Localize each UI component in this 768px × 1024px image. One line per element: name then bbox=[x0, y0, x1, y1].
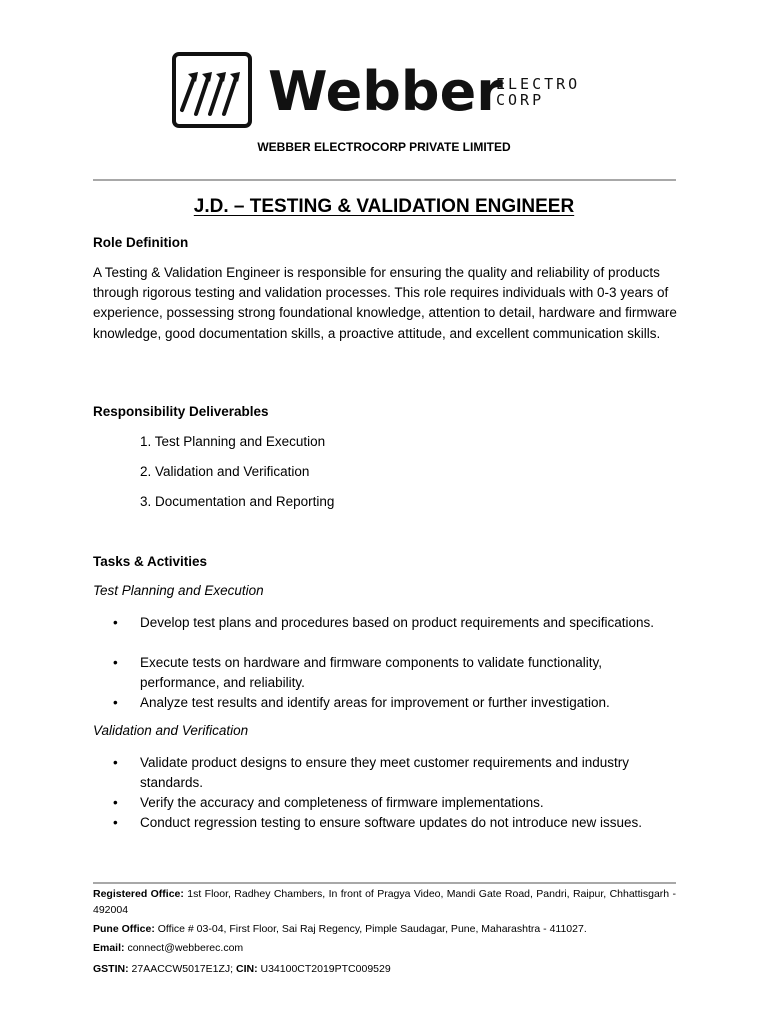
email-link[interactable]: connect@webberec.com bbox=[127, 942, 244, 954]
bullet-icon: • bbox=[113, 795, 118, 810]
bullet-icon: • bbox=[113, 695, 118, 710]
company-logo bbox=[172, 52, 602, 132]
gstin-value: 27AACCW5017E1ZJ; bbox=[131, 963, 234, 975]
task-section-title: Validation and Verification bbox=[93, 723, 249, 738]
deliverable-item: 3. Documentation and Reporting bbox=[140, 494, 335, 509]
list-item-text: Conduct regression testing to ensure software updates do not introduce new issues. bbox=[140, 815, 643, 830]
list-item-text: Analyze test results and identify areas for improvement or further investigation. bbox=[140, 695, 610, 710]
cin-value: U34100CT2019PTC009529 bbox=[260, 963, 391, 975]
list-item-text: Validate product designs to ensure they meet customer requirements and industry standards. bbox=[140, 755, 630, 790]
email-line bbox=[93, 940, 676, 956]
deliverables-heading: Responsibility Deliverables bbox=[93, 404, 269, 419]
cin-label: CIN: bbox=[235, 963, 258, 975]
header-divider bbox=[93, 179, 676, 181]
tasks-heading: Tasks & Activities bbox=[93, 554, 208, 569]
logo-subtitle bbox=[496, 76, 580, 108]
gstin-label: GSTIN: bbox=[93, 963, 129, 975]
list-item-text: Execute tests on hardware and firmware components to validate functionality, performance, and reliability. bbox=[140, 655, 602, 690]
role-definition-text: A Testing & Validation Engineer is responsible for ensuring the quality and reliability of products through rigorous testing and validation processes. This role requires individuals with 0-3 years of experience, possessing strong foundational knowledge, attention to detail, hardware and firmware knowledge, good documentation skills, a proactive attitude, and excellent communication skills. bbox=[93, 265, 677, 341]
registration-line bbox=[93, 961, 676, 977]
email-label: Email: bbox=[93, 942, 125, 954]
document-title bbox=[0, 196, 768, 218]
role-definition-heading: Role Definition bbox=[93, 235, 189, 250]
deliverable-item: 2. Validation and Verification bbox=[140, 464, 310, 479]
webber-logo-icon bbox=[172, 52, 252, 128]
pune-office bbox=[93, 921, 676, 937]
logo-sub-line2: CORP bbox=[496, 91, 545, 109]
company-name: WEBBER ELECTROCORP PRIVATE LIMITED bbox=[257, 140, 511, 154]
logo-wordmark: Webber bbox=[268, 60, 503, 123]
pune-office-label: Pune Office: bbox=[93, 923, 155, 935]
task-section-title: Test Planning and Execution bbox=[93, 583, 264, 598]
list-item-text: Develop test plans and procedures based on product requirements and specifications. bbox=[140, 615, 655, 630]
bullet-icon: • bbox=[113, 755, 118, 770]
bullet-icon: • bbox=[113, 615, 118, 630]
registered-office bbox=[93, 886, 676, 918]
footer-divider bbox=[93, 882, 676, 884]
bullet-icon: • bbox=[113, 815, 118, 830]
document-title-text: J.D. – TESTING & VALIDATION ENGINEER bbox=[193, 196, 575, 217]
logo-sub-line1: ELECTRO bbox=[496, 75, 581, 93]
registered-office-label: Registered Office: bbox=[93, 888, 184, 900]
pune-office-address: Office # 03-04, First Floor, Sai Raj Regency, Pimple Saudagar, Pune, Maharashtra - 411027. bbox=[157, 923, 587, 935]
list-item-text: Verify the accuracy and completeness of firmware implementations. bbox=[140, 795, 544, 810]
deliverable-item: 1. Test Planning and Execution bbox=[140, 434, 326, 449]
bullet-icon: • bbox=[113, 655, 118, 670]
registered-office-address: 1st Floor, Radhey Chambers, In front of Pragya Video, Mandi Gate Road, Pandri, Raipur, Chhattisgarh - 492004 bbox=[93, 888, 676, 916]
